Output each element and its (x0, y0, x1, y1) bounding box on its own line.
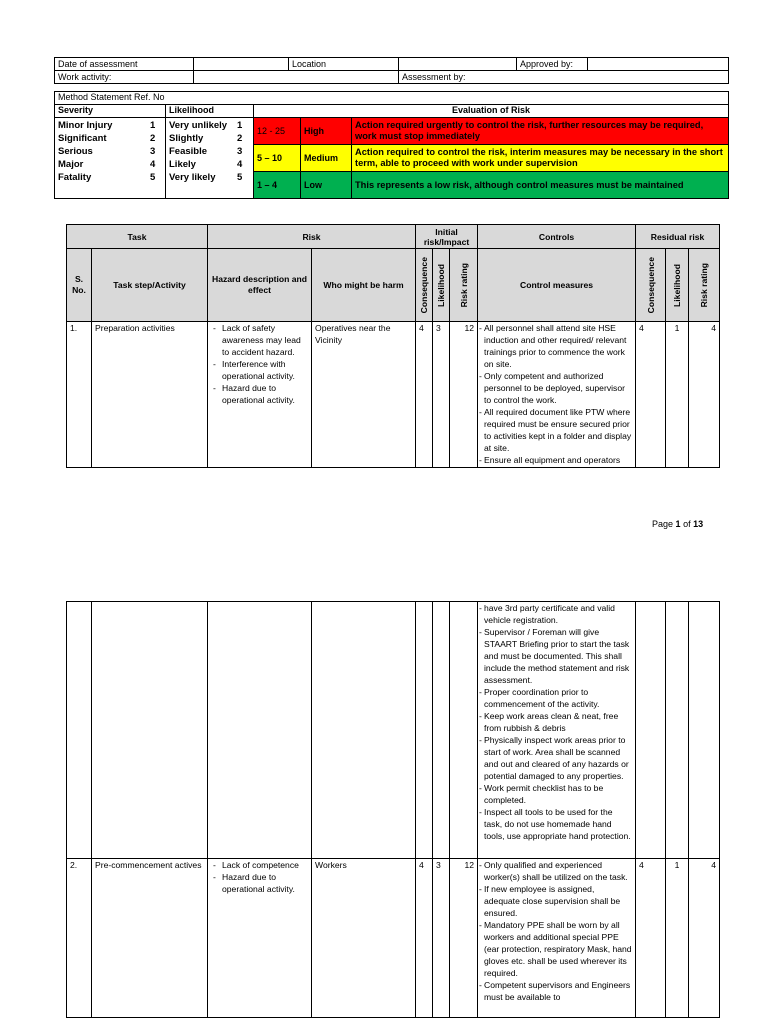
hazard-item: - Lack of competence (211, 859, 308, 871)
likelihood-item: Very likely (169, 172, 216, 183)
likelihood-header: Likelihood (436, 263, 447, 307)
hazard-item: - Hazard due to operational activity. (211, 382, 308, 406)
eval-medium-level: Medium (301, 145, 352, 172)
approved-label: Approved by: (517, 58, 588, 71)
control-item: - Supervisor / Foreman will give STAART Briefing prior to start the task and must be documented. This shall include the method statement and risk assessment. (481, 626, 632, 686)
controls-header: Controls (478, 225, 636, 249)
method-statement-label: Method Statement Ref. No (55, 92, 254, 105)
severity-item: Fatality (58, 172, 92, 183)
severity-item: Minor Injury (58, 120, 113, 131)
row-hazards (208, 859, 312, 1018)
row-task-step: Pre-commencement actives (92, 859, 208, 1018)
severity-item: Significant (58, 133, 107, 144)
control-measures-header: Control measures (478, 249, 636, 322)
row-residual-likelihood: 1 (666, 859, 689, 1018)
control-item: - All required document like PTW where required must be ensure secured prior to activities kept in a folder and display at site. (481, 406, 632, 454)
task-header: Task (67, 225, 208, 249)
severity-item: Serious (58, 146, 93, 157)
row-residual-likelihood: 1 (666, 322, 689, 468)
hazard-header: Hazard description and effect (208, 249, 312, 322)
approved-value[interactable] (588, 58, 729, 71)
control-item: - Keep work areas clean & neat, free from rubbish & debris (481, 710, 632, 734)
initial-risk-header: Initial risk/Impact (416, 225, 478, 249)
row-risk-rating: 12 (450, 859, 478, 1018)
eval-low-level: Low (301, 172, 352, 199)
control-item: - Work permit checklist has to be completed. (481, 782, 632, 806)
row-residual-rating: 4 (689, 322, 720, 468)
table-row (67, 602, 720, 859)
risk-matrix-table (54, 91, 729, 199)
residual-rating-header: Risk rating (699, 262, 710, 308)
risk-header: Risk (208, 225, 416, 249)
control-item: - Only qualified and experienced worker(s) shall be utilized on the task. (481, 859, 632, 883)
continued-controls (478, 602, 636, 859)
control-item: - Competent supervisors and Engineers must be available to (481, 979, 632, 1003)
row-risk-rating: 12 (450, 322, 478, 468)
control-item: - Proper coordination prior to commencement of the activity. (481, 686, 632, 710)
row-controls (478, 322, 636, 468)
control-item: - Physically inspect work areas prior to start of work. Area shall be scanned and out and cleared of any hazards or potential damaged to any properties. (481, 734, 632, 782)
eval-high-level: High (301, 118, 352, 145)
likelihood-list: Very unlikely 1 Slightly 2 Feasible 3 Likely 4 Very likely 5 (166, 118, 254, 199)
eval-medium-text: Action required to control the risk, interim measures may be necessary in the short term, able to proceed with work under supervision (352, 145, 729, 172)
row-consequence: 4 (416, 859, 433, 1018)
date-label: Date of assessment (55, 58, 194, 71)
eval-low-text: This represents a low risk, although control measures must be maintained (352, 172, 729, 199)
table-row (67, 859, 720, 1018)
control-item: - Inspect all tools to be used for the task, do not use homemade hand tools, use appropriate hand protection. (481, 806, 632, 842)
row-likelihood: 3 (433, 859, 450, 1018)
row-sno: 1. (67, 322, 92, 468)
likelihood-item: Slightly (169, 133, 204, 144)
risk-table (66, 224, 720, 468)
control-item: - All personnel shall attend site HSE induction and other required/ relevant trainings prior to commence the work on site. (481, 322, 632, 370)
location-label: Location (289, 58, 399, 71)
control-item: - Mandatory PPE shall be worn by all workers and additional special PPE (ear protection, respiratory Mask, hand gloves etc. shall be used wherever its required. (481, 919, 632, 979)
risk-rating-header: Risk rating (458, 262, 469, 308)
hazard-item: - Hazard due to operational activity. (211, 871, 308, 895)
consequence-header: Consequence (419, 256, 430, 314)
control-item: - If new employee is assigned, adequate close supervision shall be ensured. (481, 883, 632, 919)
who-header: Who might be harm (312, 249, 416, 322)
assessment-header-table (54, 57, 729, 84)
location-value[interactable] (399, 58, 517, 71)
date-value[interactable] (194, 58, 289, 71)
likelihood-title: Likelihood (166, 105, 254, 118)
hazard-item: - Interference with operational activity. (211, 358, 308, 382)
assessment-by-label: Assessment by: (399, 71, 729, 84)
risk-table-continued (66, 601, 720, 1018)
row-likelihood: 3 (433, 322, 450, 468)
likelihood-item: Feasible (169, 146, 208, 157)
hazard-item: - Lack of safety awareness may lead to accident hazard. (211, 322, 308, 358)
eval-medium-range: 5 – 10 (254, 145, 301, 172)
residual-likelihood-header: Likelihood (672, 263, 683, 307)
evaluation-title: Evaluation of Risk (254, 105, 729, 118)
likelihood-item: Very unlikely (169, 120, 228, 131)
row-task-step: Preparation activities (92, 322, 208, 468)
eval-high-text: Action required urgently to control the risk, further resources may be required, work must stop immediately (352, 118, 729, 145)
row-who: Workers (312, 859, 416, 1018)
task-step-header: Task step/Activity (92, 249, 208, 322)
control-item: - Ensure all equipment and operators (481, 454, 632, 466)
sno-header: S. No. (67, 249, 92, 322)
severity-item: Major (58, 159, 84, 170)
row-who: Operatives near the Vicinity (312, 322, 416, 468)
row-residual-consequence: 4 (636, 322, 666, 468)
page-number: Page 1 of 13 (652, 519, 704, 529)
work-activity-label: Work activity: (55, 71, 194, 84)
residual-risk-header: Residual risk (636, 225, 720, 249)
control-item: - Only competent and authorized personnel to be deployed, supervisor to control the work. (481, 370, 632, 406)
severity-list: Minor Injury 1 Significant 2 Serious 3 Major 4 Fatality 5 (55, 118, 166, 199)
row-sno: 2. (67, 859, 92, 1018)
row-hazards (208, 322, 312, 468)
likelihood-item: Likely (169, 159, 196, 170)
eval-high-range: 12 - 25 (254, 118, 301, 145)
table-row (67, 322, 720, 468)
row-residual-consequence: 4 (636, 859, 666, 1018)
work-activity-value[interactable] (194, 71, 399, 84)
residual-consequence-header: Consequence (645, 256, 656, 314)
row-residual-rating: 4 (689, 859, 720, 1018)
severity-title: Severity (55, 105, 166, 118)
control-item: - have 3rd party certificate and valid vehicle registration. (481, 602, 632, 626)
row-consequence: 4 (416, 322, 433, 468)
eval-low-range: 1 – 4 (254, 172, 301, 199)
row-controls (478, 859, 636, 1018)
